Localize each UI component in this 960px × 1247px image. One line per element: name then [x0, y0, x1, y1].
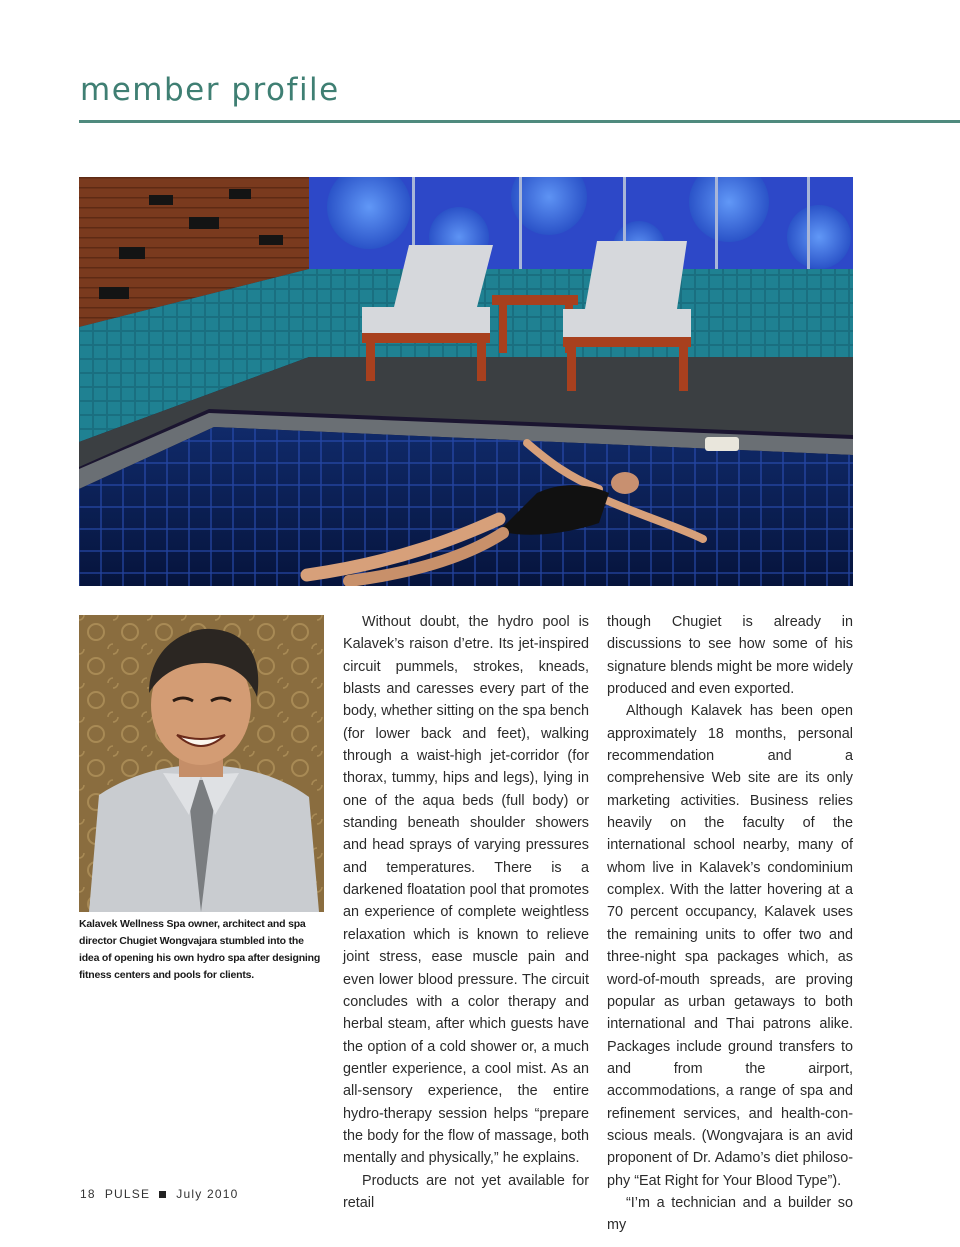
page-number: 18	[80, 1187, 96, 1201]
paragraph: Products are not yet available for retail	[343, 1172, 589, 1211]
hero-photo	[79, 177, 853, 586]
page-footer	[80, 1187, 238, 1201]
paragraph: Without doubt, the hydro pool is Kalavek’s raison d’etre. Its jet-inspired circuit pummels, strokes, kneads, blasts and caresses every part of the body, whether sitting on the spa bench (for lower back and feet), walking through a waist-high jet-corridor (for thorax, tummy, hips and legs), lying in one of the aqua beds (full body) or standing beneath shoulder showers and head sprays of varying pressures and temperatures. There is a darkened floatation pool that promotes an experience of complete weightless relaxation which is known to relieve joint stress, ease muscle pain and even lower blood pressure. The circuit concludes with a color therapy and herbal steam, after which guests have the option of a cold shower or, a much gentler experience, a cool mist. As an all-sensory experience, the entire hydro-therapy session helps “prepare the body for the flow of massage, both mentally and physically,” he explains.	[343, 614, 589, 1167]
photo-caption: Kalavek Wellness Spa owner, architect and spa director Chugiet Wongvajara stumbled into the idea of opening his own hydro spa after designing fitness centers and pools for clients.	[79, 918, 321, 981]
portrait-photo	[79, 615, 324, 912]
section-title: member profile	[80, 72, 340, 108]
magazine-name: PULSE	[104, 1187, 151, 1201]
square-bullet-icon	[159, 1191, 166, 1198]
paragraph: Although Kalavek has been open approximately 18 months, personal recommendation and a comprehensive Web site are its only marketing activities. Business relies heavily on the faculty of the international school nearby, many of whom live in Kalavek’s condominium complex. With the latter hovering at a 70 percent occupancy, Kalavek uses the remaining units to offer two and three-night spa packages which, as word-of-mouth spreads, are proving popular as urban getaways to both international and Thai patrons alike. Packages include ground transfers to and from the airport, accommodations, a range of spa and refinement services, and health-conscious meals. (Wongvajara is an avid proponent of Dr. Adamo’s diet philosophy “Eat Right for Your Blood Type”).	[607, 703, 853, 1189]
paragraph: “I’m a technician and a builder so my	[607, 1194, 853, 1234]
header-rule	[79, 120, 960, 123]
issue-date: July 2010	[176, 1187, 239, 1201]
paragraph: though Chugiet is already in discussions to see how some of his signature blends might be more widely produced and even exported.	[607, 614, 853, 698]
text-column-2	[607, 611, 853, 1237]
text-column-1	[343, 611, 589, 1214]
